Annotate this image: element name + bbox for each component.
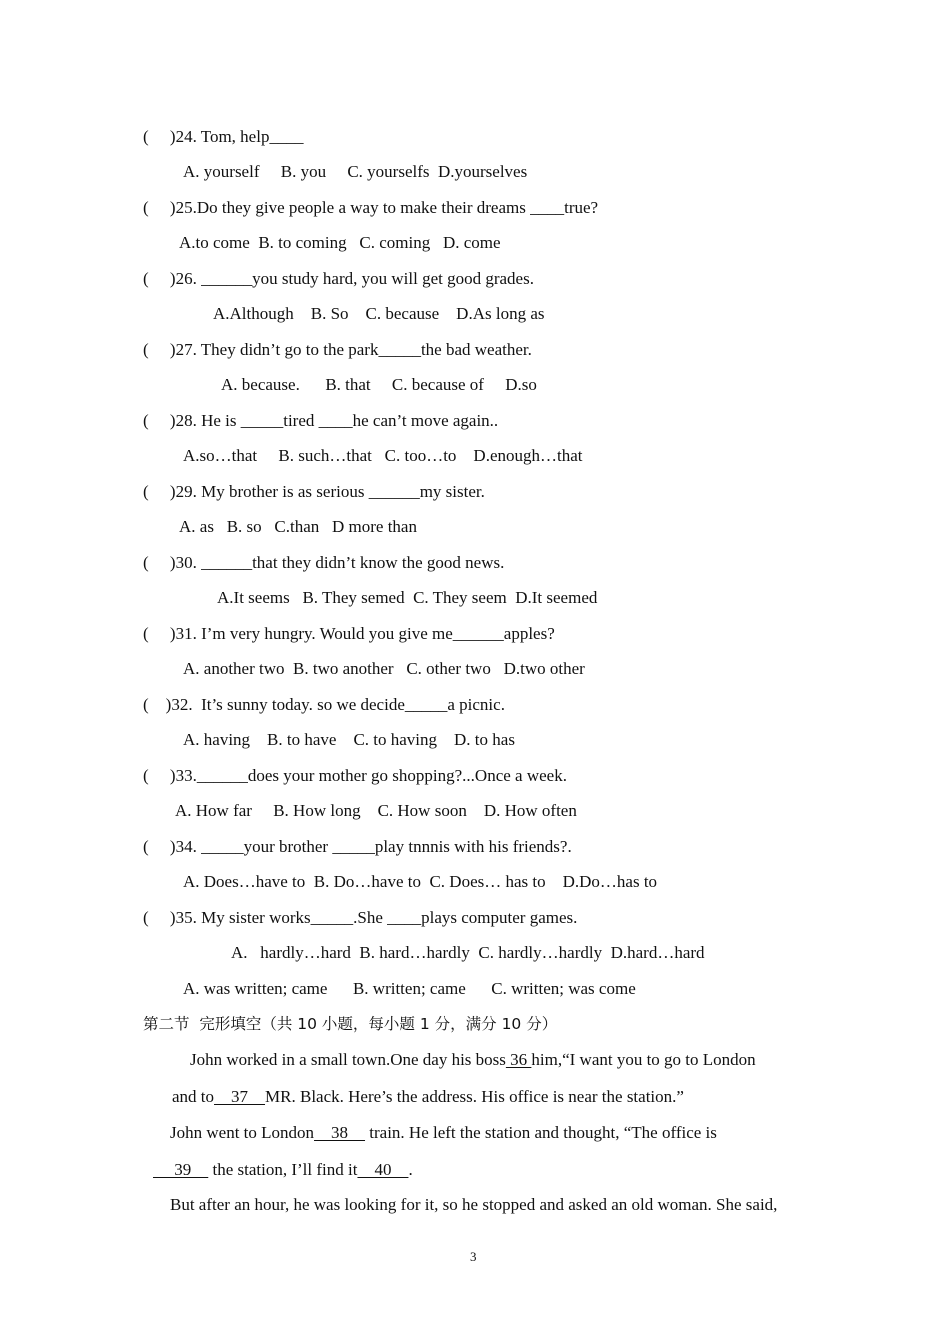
passage-line-3 [170, 1123, 717, 1143]
cloze-blank-38: 38 [314, 1123, 366, 1142]
question-35-options: A. hardly…hard B. hard…hardly C. hardly…hardly D.hard…hard [231, 943, 705, 962]
passage-line-4 [153, 1160, 413, 1180]
question-24-stem: ( )24. Tom, help____ [143, 127, 304, 146]
page-number: 3 [470, 1249, 477, 1264]
passage-text: John worked in a small town.One day his boss [190, 1050, 506, 1069]
cloze-blank-40: 40 [357, 1160, 409, 1179]
question-29-options: A. as B. so C.than D more than [179, 517, 417, 536]
passage-text: and to [172, 1087, 215, 1106]
question-28-stem: ( )28. He is _____tired ____he can’t move again.. [143, 411, 499, 430]
passage-text: train. He left the station and thought, “The office is [365, 1123, 717, 1142]
question-29-stem: ( )29. My brother is as serious ______my sister. [143, 482, 485, 501]
question-25-stem: ( )25.Do they give people a way to make their dreams ____true? [143, 198, 599, 217]
extra-options: A. was written; came B. written; came C. written; was come [183, 979, 636, 998]
question-27-options: A. because. B. that C. because of D.so [221, 375, 537, 394]
question-32-stem: ( )32. It’s sunny today. so we decide_____a picnic. [143, 695, 505, 714]
cloze-blank-39: 39 [153, 1160, 209, 1179]
passage-text: MR. Black. Here’s the address. His office is near the station.” [265, 1087, 684, 1106]
passage-text: the station, I’ll find it [208, 1160, 358, 1179]
passage-text: . [408, 1160, 413, 1179]
passage-line-1 [190, 1050, 756, 1070]
section-title: 第二节 完形填空（共 10 小题，每小题 1 分，满分 10 分） [143, 1015, 558, 1033]
passage-text: him,“I want you to go to London [531, 1050, 756, 1069]
question-33-options: A. How far B. How long C. How soon D. How often [175, 801, 577, 820]
cloze-blank-37: 37 [214, 1087, 266, 1106]
question-25-options: A.to come B. to coming C. coming D. come [179, 233, 501, 252]
question-34-options: A. Does…have to B. Do…have to C. Does… has to D.Do…has to [183, 872, 658, 891]
question-35-stem: ( )35. My sister works_____.She ____plays computer games. [143, 908, 578, 927]
question-28-options: A.so…that B. such…that C. too…to D.enough…that [183, 446, 583, 465]
question-30-stem: ( )30. ______that they didn’t know the good news. [143, 553, 505, 572]
question-31-stem: ( )31. I’m very hungry. Would you give me______apples? [143, 624, 555, 643]
question-26-options: A.Although B. So C. because D.As long as [213, 304, 545, 323]
cloze-blank-36: 36 [505, 1050, 532, 1069]
question-30-options: A.It seems B. They semed C. They seem D.It seemed [217, 588, 598, 607]
question-34-stem: ( )34. _____your brother _____play tnnnis with his friends?. [143, 837, 572, 856]
question-31-options: A. another two B. two another C. other two D.two other [183, 659, 585, 678]
question-33-stem: ( )33.______does your mother go shopping?...Once a week. [143, 766, 567, 785]
passage-text: John went to London [170, 1123, 315, 1142]
question-26-stem: ( )26. ______you study hard, you will get good grades. [143, 269, 534, 288]
question-27-stem: ( )27. They didn’t go to the park_____the bad weather. [143, 340, 532, 359]
passage-line-5: But after an hour, he was looking for it, so he stopped and asked an old woman. She said, [170, 1195, 778, 1214]
question-24-options: A. yourself B. you C. yourselfs D.yourselves [183, 162, 528, 181]
passage-line-2 [172, 1087, 684, 1107]
question-32-options: A. having B. to have C. to having D. to has [183, 730, 515, 749]
